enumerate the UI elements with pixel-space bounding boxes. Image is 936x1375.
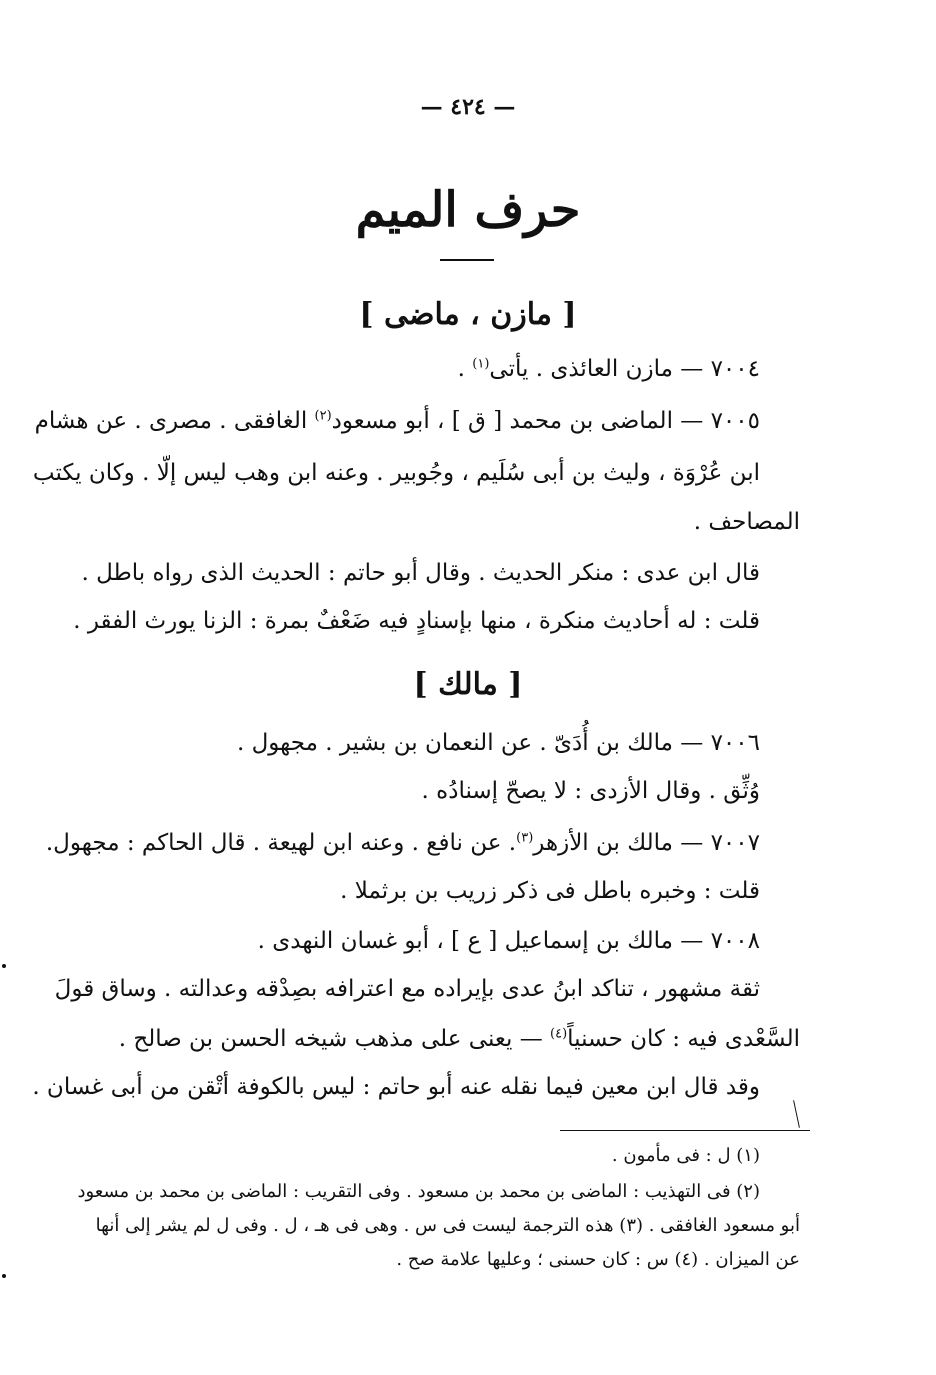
entry-text: — مازن العائذى . يأتى	[489, 356, 704, 382]
footnote-separator	[560, 1130, 810, 1131]
entry-number: ٧٠٠٤	[710, 356, 760, 382]
scan-mark	[2, 964, 6, 968]
entry-text: ٧٠٠٧ — مالك بن الأزهر	[533, 830, 760, 856]
entry-7005-line5: قلت : له أحاديث منكرة ، منها بإسنادٍ فيه ضَعْفٌ بمرة : الزنا يورث الفقر .	[73, 608, 760, 634]
entry-text: . عن نافع . وعنه ابن لهيعة . قال الحاكم : مجهول.	[45, 830, 517, 856]
entry-text: السَّعْدى فيه : كان حسنياً	[567, 1026, 800, 1052]
title-divider	[440, 259, 494, 261]
entry-7008-line1: ٧٠٠٨ — مالك بن إسماعيل [ ع ] ، أبو غسان النهدى .	[257, 928, 760, 954]
entry-text: ٧٠٠٥ — الماضى بن محمد [ ق ] ، أبو مسعود	[331, 408, 760, 434]
page-number: — ٤٢٤ —	[420, 94, 516, 120]
footnote-2-line1: (٢) فى التهذيب : الماضى بن محمد بن مسعود . وفى التقريب : الماضى بن محمد بن مسعود	[77, 1181, 760, 1202]
footnote-ref: (٢)	[314, 408, 332, 424]
footnote-1: (١) ل : فى مأمون .	[611, 1145, 760, 1166]
scan-mark	[2, 1274, 6, 1278]
entry-7004	[380, 352, 760, 386]
footnote-2-line2: أبو مسعود الغافقى . (٣) هذه الترجمة ليست فى س . وهى فى هـ ، ل . وفى ل لم يشر إلى أنها	[95, 1215, 800, 1236]
entry-text: — يعنى على مذهب شيخه الحسن بن صالح .	[118, 1026, 551, 1052]
entry-text: الغافقى . مصرى . عن هشام	[34, 408, 315, 434]
entry-7008-line2: ثقة مشهور ، تناكد ابنُ عدى بإيراده مع اعترافه بصِدْقه وعدالته . وساق قولَ	[54, 976, 760, 1002]
entry-7007-line1	[45, 826, 760, 860]
entry-tail: .	[457, 356, 473, 382]
chapter-title: حرف الميم	[355, 182, 581, 238]
entry-7006-line1: ٧٠٠٦ — مالك بن أُدَىّ . عن النعمان بن بشير . مجهول .	[236, 730, 760, 756]
section-heading-mazin: [ مازن ، ماضى ]	[359, 297, 577, 332]
footnote-separator-mark	[793, 1100, 800, 1128]
entry-7008-line3	[118, 1022, 800, 1056]
entry-7007-line2: قلت : وخبره باطل فى ذكر زريب بن برثملا .	[340, 878, 760, 904]
footnote-4-line: عن الميزان . (٤) س : كان حسنى ؛ وعليها علامة صح .	[396, 1249, 800, 1270]
entry-7008-line4: وقد قال ابن معين فيما نقله عنه أبو حاتم : ليس بالكوفة أتْقن من أبى غسان .	[32, 1074, 760, 1100]
section-heading-malik: [ مالك ]	[413, 667, 523, 702]
entry-7005-line2: ابن عُرْوَة ، وليث بن أبى سُلَيم ، وجُوبير . وعنه ابن وهب ليس إلّا . وكان يكتب	[32, 460, 760, 486]
footnote-ref: (٣)	[516, 830, 534, 846]
entry-7006-line2: وُثِّق . وقال الأزدى : لا يصحّ إسنادُه .	[421, 778, 760, 804]
footnote-ref: (٤)	[550, 1026, 568, 1042]
footnote-ref: (١)	[472, 356, 490, 372]
entry-7005-line1	[34, 404, 760, 438]
entry-7005-line4: قال ابن عدى : منكر الحديث . وقال أبو حاتم : الحديث الذى رواه باطل .	[81, 560, 760, 586]
entry-7005-line3: المصاحف .	[693, 509, 800, 535]
